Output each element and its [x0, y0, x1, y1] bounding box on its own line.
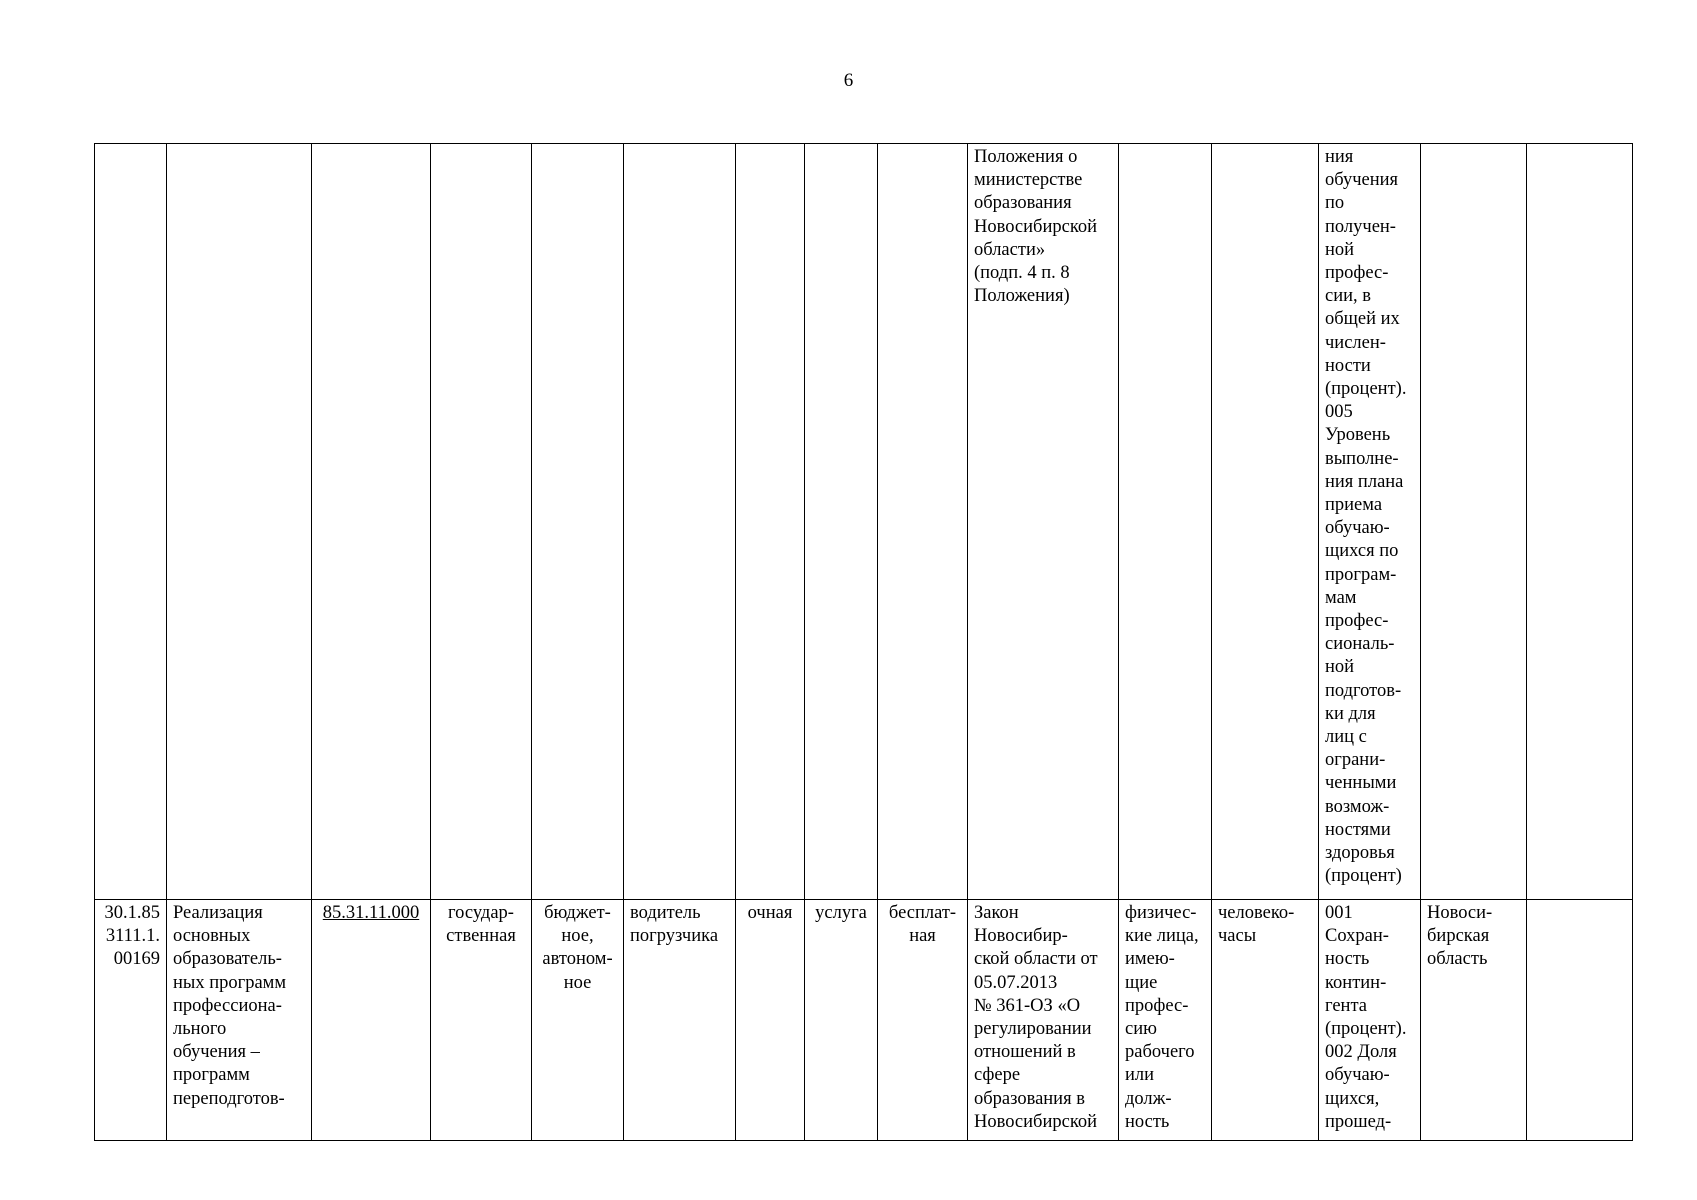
- cell-form: очная: [736, 900, 805, 1141]
- cell-institution-type: [532, 144, 624, 900]
- cell-extra: [1527, 900, 1633, 1141]
- cell-institution-type: бюджет- ное, автоном- ное: [532, 900, 624, 1141]
- cell-volume-unit: [1212, 144, 1319, 900]
- cell-kind: услуга: [805, 900, 878, 1141]
- cell-okved: [312, 144, 431, 900]
- cell-name: Реализация основных образователь- ных программ профессиона- льного обучения – программ переподготов-: [167, 900, 312, 1141]
- table-row-entry: [95, 900, 1633, 1141]
- table-row-continuation: [95, 144, 1633, 900]
- cell-territory: [1421, 144, 1527, 900]
- cell-legal-basis: Закон Новосибир- ской области от 05.07.2013 № 361-ОЗ «О регулировании отношений в сфере образования в Новосибирской: [968, 900, 1119, 1141]
- cell-extra: [1527, 144, 1633, 900]
- cell-consumers: [1119, 144, 1212, 900]
- cell-quality-indicators: ния обучения по получен- ной профес- сии, в общей их числен- ности (процент). 005 Уровень выполне- ния плана приема обучаю- щихся по програм- мам профес- сиональ- ной подготов- ки для лиц с ограни- ченными возмож- ностями здоровья (процент): [1319, 144, 1421, 900]
- cell-payment: бесплат- ная: [878, 900, 968, 1141]
- cell-code: [95, 144, 167, 900]
- cell-okved: [312, 900, 431, 1141]
- cell-volume-unit: человеко- часы: [1212, 900, 1319, 1141]
- okved-code-link[interactable]: 85.31.11.000: [322, 903, 420, 923]
- cell-kind: [805, 144, 878, 900]
- cell-legal-basis: Положения о министерстве образования Новосибирской области» (подп. 4 п. 8 Положения): [968, 144, 1119, 900]
- cell-profession: [624, 144, 736, 900]
- cell-ownership: государ- ственная: [431, 900, 532, 1141]
- cell-territory: Новоси- бирская область: [1421, 900, 1527, 1141]
- cell-name: [167, 144, 312, 900]
- page-number: 6: [843, 70, 854, 91]
- cell-code: 30.1.85 3111.1. 00169: [95, 900, 167, 1141]
- cell-quality-indicators: 001 Сохран- ность контин- гента (процент). 002 Доля обучаю- щихся, прошед-: [1319, 900, 1421, 1141]
- cell-form: [736, 144, 805, 900]
- services-registry-table: [94, 143, 1633, 1141]
- cell-consumers: физичес- кие лица, имею- щие профес- сию рабочего или долж- ность: [1119, 900, 1212, 1141]
- cell-ownership: [431, 144, 532, 900]
- cell-profession: водитель погрузчика: [624, 900, 736, 1141]
- cell-payment: [878, 144, 968, 900]
